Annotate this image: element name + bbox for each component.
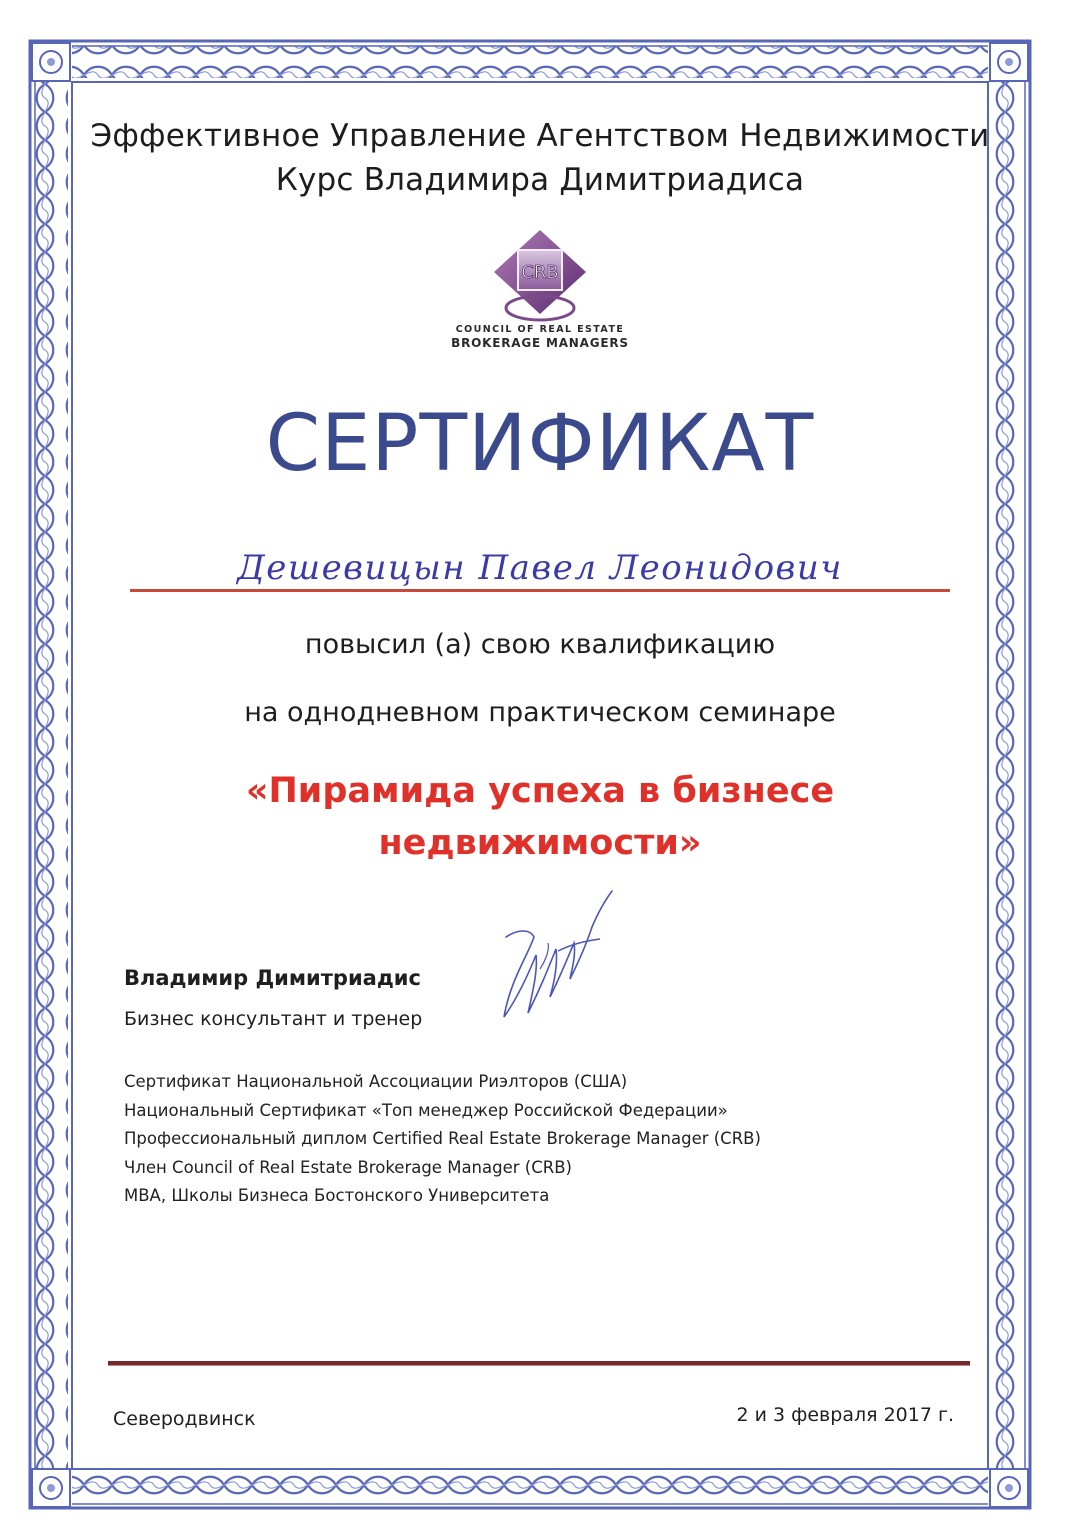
seminar-title-line-1: «Пирамида успеха в бизнесе (245, 771, 835, 811)
seminar-title-line-2: недвижимости» (378, 823, 702, 863)
signer-role: Бизнес консультант и тренер (124, 1008, 423, 1030)
handwritten-signature (488, 885, 618, 1035)
credential-item: Профессиональный диплом Certified Real Estate Brokerage Manager (CRB) (124, 1129, 761, 1148)
certificate-title: СЕРТИФИКАТ (265, 399, 815, 489)
footer-city: Северодвинск (113, 1408, 256, 1430)
header-line-1: Эффективное Управление Агентством Недвижимости (90, 118, 990, 154)
corner-ornament-bottom-left (32, 1469, 70, 1507)
logo-monogram: CRB (521, 262, 559, 283)
logo-caption-line-1: COUNCIL OF REAL ESTATE (455, 324, 625, 335)
header-line-2: Курс Владимира Димитриадиса (275, 162, 805, 198)
seminar-title (60, 765, 1020, 869)
corner-ornament-top-left (32, 43, 70, 81)
credential-item: Сертификат Национальной Ассоциации Риэлторов (США) (124, 1072, 628, 1091)
corner-ornament-bottom-right (990, 1469, 1028, 1507)
signer-name: Владимир Димитриадис (124, 966, 421, 990)
body-line-2: на однодневном практическом семинаре (244, 697, 836, 728)
footer-date: 2 и 3 февраля 2017 г. (736, 1404, 954, 1426)
recipient-underline (130, 589, 950, 592)
footer-divider (108, 1361, 970, 1366)
credential-item: Член Council of Real Estate Brokerage Manager (CRB) (124, 1157, 572, 1177)
credential-item: Национальный Сертификат «Топ менеджер Российской Федерации» (124, 1100, 728, 1120)
course-header (60, 114, 1020, 202)
recipient-name: Дешевицын Павел Леонидович (237, 548, 843, 588)
logo-caption (420, 324, 660, 350)
signer-credentials (124, 1068, 964, 1211)
corner-ornament-top-right (990, 43, 1028, 81)
body-line-1: повысил (а) свою квалификацию (304, 629, 776, 660)
credential-item: MBA, Школы Бизнеса Бостонского Университета (124, 1186, 550, 1205)
logo-caption-line-2: BROKERAGE MANAGERS (451, 336, 629, 350)
